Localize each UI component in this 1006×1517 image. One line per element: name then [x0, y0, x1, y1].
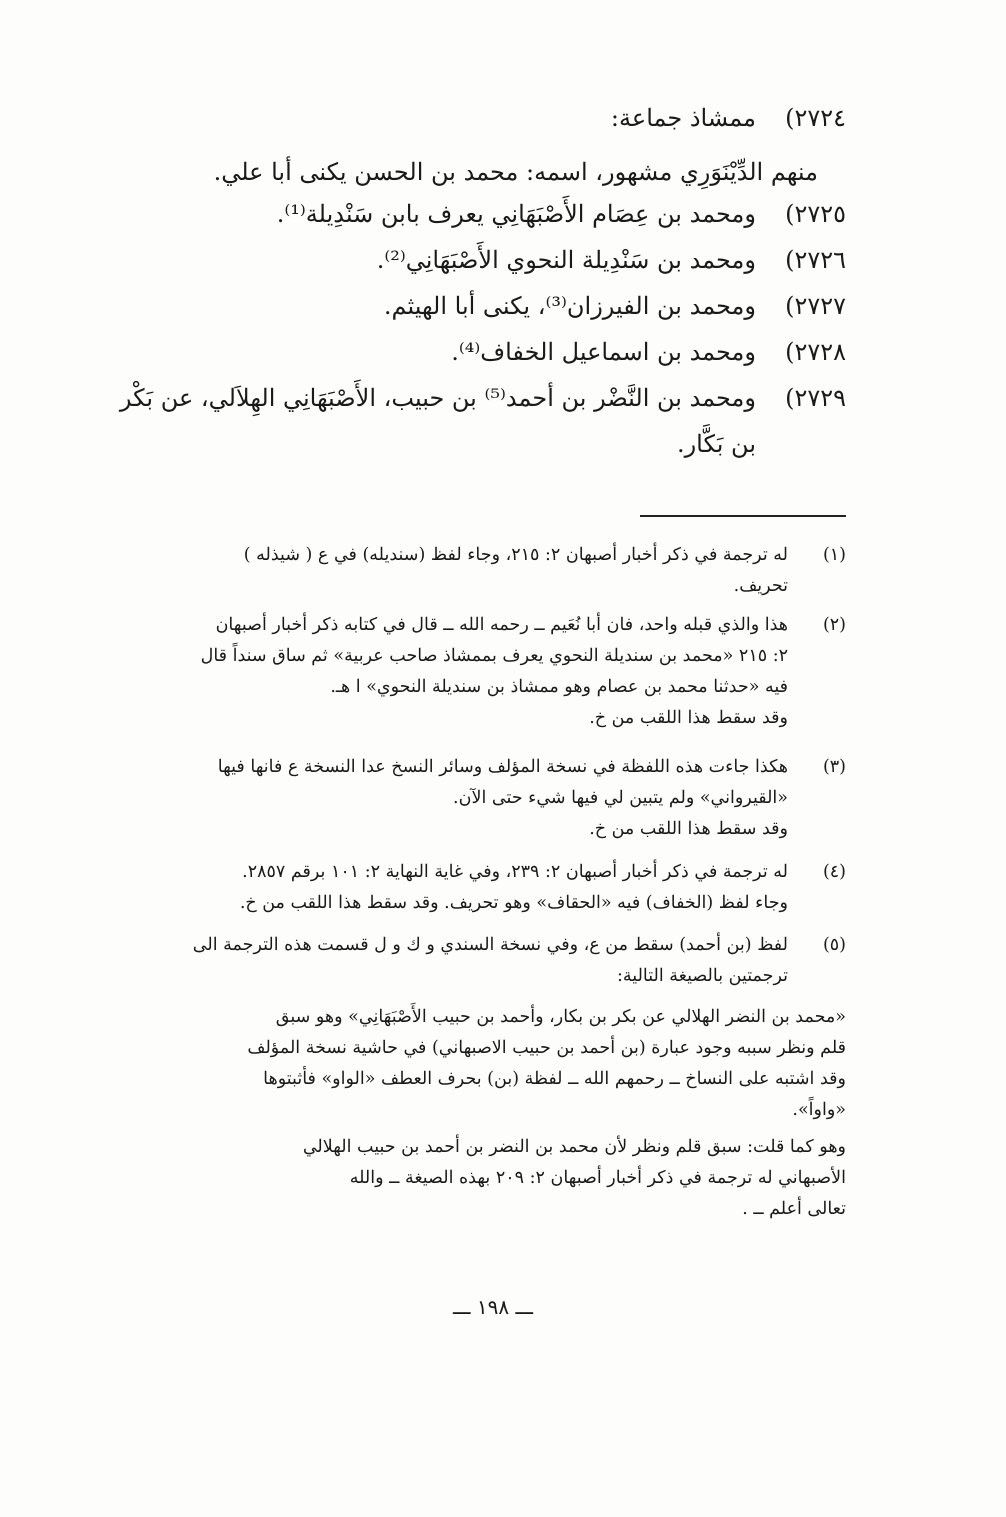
entry-text: ومحمد بن النَّضْر بن أحمد⁽⁵⁾ بن حبيب، الأَصْبَهَانِي الهِلاَلي، عن بَكْر — [119, 384, 756, 412]
entry-number: ٢٧٢٤) — [785, 104, 846, 132]
footnote-line: «واواً». — [792, 1100, 846, 1120]
footnote-line: وجاء لفظ (الخفاف) فيه «الحقاف» وهو تحريف. وقد سقط هذا اللقب من خ. — [239, 893, 788, 913]
footnote-3 — [140, 752, 846, 845]
entry-2729 — [119, 380, 846, 416]
entry-number: ٢٧٢٩) — [785, 384, 846, 412]
footnote-number: (٥) — [822, 935, 846, 955]
page-number: ـــ ١٩٨ ـــ — [452, 1295, 534, 1319]
footnote-line: هكذا جاءت هذه اللفظة في نسخة المؤلف وسائر النسخ عدا النسخة ع فانها فيها — [217, 757, 788, 777]
footnote-line: ٢: ٢١٥ «محمد بن سنديلة النحوي يعرف بممشاذ صاحب عربية» ثم ساق سنداً قال — [200, 646, 788, 666]
entry-text: ممشاذ جماعة: — [610, 104, 756, 132]
footnote-line: «محمد بن النضر الهلالي عن بكر بن بكار، وأحمد بن حبيب الأَصْبَهَانِي» وهو سبق — [275, 1007, 846, 1027]
entry-text: ومحمد بن سَنْدِيلة النحوي الأَصْبَهَانِي⁽²⁾. — [376, 246, 756, 274]
document-page — [119, 100, 846, 1500]
entry-2726 — [140, 242, 846, 278]
entry-text: ومحمد بن عِصَام الأَصْبَهَانِي يعرف بابن سَنْدِيلة⁽¹⁾. — [276, 200, 756, 228]
entry-number: ٢٧٢٨) — [785, 338, 846, 366]
entry-2727 — [140, 288, 846, 324]
footnote-line: فيه «حدثنا محمد بن عصام وهو ممشاذ بن سنديلة النحوي» ا هـ. — [330, 677, 788, 697]
footnote-line: الأصبهاني له ترجمة في ذكر أخبار أصبهان ٢: ٢٠٩ بهذه الصيغة ــ والله — [349, 1168, 846, 1188]
footnote-line: تحريف. — [733, 576, 788, 596]
footnote-separator — [640, 515, 846, 517]
footnote-number: (٤) — [822, 862, 846, 882]
footnote-line: هذا والذي قبله واحد، فان أبا نُعَيم ــ رحمه الله ــ قال في كتابه ذكر أخبار أصبهان — [215, 615, 788, 635]
footnote-number: (١) — [822, 545, 846, 565]
entry-text: منهم الدِّيْنَوَرِي مشهور، اسمه: محمد بن الحسن يكنى أبا علي. — [213, 158, 818, 186]
footnote-5 — [140, 930, 846, 992]
footnote-line: وقد سقط هذا اللقب من خ. — [589, 819, 788, 839]
footnote-5-continuation — [140, 1002, 846, 1225]
footnote-line: قلم ونظر سببه وجود عبارة (بن أحمد بن حبيب الاصبهاني) في حاشية نسخة المؤلف — [247, 1038, 846, 1058]
footnote-line: «القيرواني» ولم يتبين لي فيها شيء حتى الآن. — [453, 788, 788, 808]
entry-2724-detail — [112, 154, 818, 190]
footnote-line: وهو كما قلت: سبق قلم ونظر لأن محمد بن النضر بن أحمد بن حبيب الهلالي — [302, 1137, 846, 1157]
entry-2724 — [140, 100, 846, 136]
footnote-2 — [140, 610, 846, 734]
footnote-line: تعالى أعلم ــ . — [742, 1199, 846, 1219]
footnote-number: (٣) — [822, 757, 846, 777]
footnote-line: وقد سقط هذا اللقب من خ. — [589, 708, 788, 728]
footnote-line: له ترجمة في ذكر أخبار أصبهان ٢: ٢٣٩، وفي غاية النهاية ٢: ١٠١ برقم ٢٨٥٧. — [242, 862, 788, 882]
entry-number: ٢٧٢٥) — [785, 200, 846, 228]
footnote-line: له ترجمة في ذكر أخبار أصبهان ٢: ٢١٥، وجاء لفظ (سنديله) في ع ( شيذله ) — [243, 545, 788, 565]
footnote-line: لفظ (بن أحمد) سقط من ع، وفي نسخة السندي و ك و ل قسمت هذه الترجمة الى — [192, 935, 788, 955]
footnote-line: وقد اشتبه على النساخ ــ رحمهم الله ــ لفظة (بن) بحرف العطف «الواو» فأثبتوها — [263, 1069, 846, 1089]
entry-text: ومحمد بن اسماعيل الخفاف⁽⁴⁾. — [451, 338, 756, 366]
footnote-1 — [140, 540, 846, 602]
entry-2725 — [140, 196, 846, 232]
entry-2729-continuation: بن بَكَّار. — [676, 430, 756, 458]
entry-number: ٢٧٢٦) — [785, 246, 846, 274]
entry-2728 — [140, 334, 846, 370]
entry-text: ومحمد بن الفيرزان⁽³⁾، يكنى أبا الهيثم. — [383, 292, 756, 320]
footnote-number: (٢) — [822, 615, 846, 635]
footnote-line: ترجمتين بالصيغة التالية: — [617, 966, 788, 986]
footnote-4 — [140, 857, 846, 919]
entry-number: ٢٧٢٧) — [785, 292, 846, 320]
